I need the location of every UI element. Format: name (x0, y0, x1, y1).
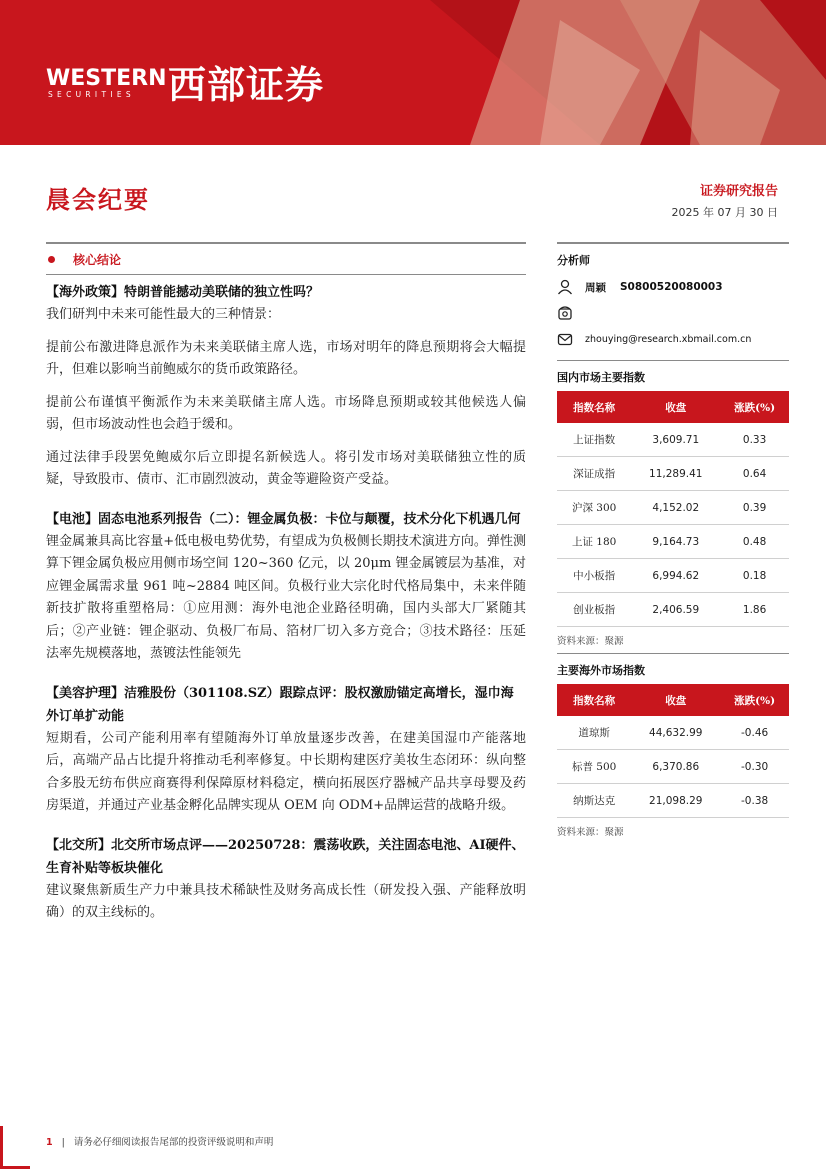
table-row (557, 593, 789, 627)
table-row (557, 491, 789, 525)
column-header: 指数名称 (557, 684, 631, 716)
phone-icon (557, 305, 573, 321)
table-row (557, 525, 789, 559)
table-row (557, 716, 789, 750)
index-name: 纳斯达克 (557, 784, 631, 818)
article-battery (46, 508, 526, 666)
article-title: 【北交所】北交所市场点评——20250728：震荡收跌，关注固态电池、AI硬件、生育补贴等板块催化 (46, 837, 525, 876)
index-change: 0.33 (720, 423, 789, 457)
article-title: 【美容护理】洁雅股份（301108.SZ）跟踪点评：股权激励锚定高增长，湿巾海外订单扩动能 (46, 685, 514, 724)
logo-chinese: 西部证券 (168, 63, 325, 107)
column-header: 涨跌(%) (720, 684, 789, 716)
column-header: 涨跌(%) (720, 391, 789, 423)
domestic-table-label: 国内市场主要指数 (557, 371, 645, 384)
index-change: 0.18 (720, 559, 789, 593)
main-content (46, 242, 526, 925)
index-close: 4,152.02 (631, 491, 720, 525)
analyst-phone-row (557, 300, 789, 326)
header-banner (0, 0, 826, 145)
page-number: 1 (46, 1137, 53, 1148)
logo-english: WESTERN (46, 66, 167, 91)
article-overseas-policy (46, 281, 526, 492)
report-type: 证券研究报告 (699, 184, 778, 199)
table-row (557, 784, 789, 818)
index-close: 9,164.73 (631, 525, 720, 559)
logo-english-sub: SECURITIES (48, 90, 135, 99)
article-paragraph: 提前公布谨慎平衡派作为未来美联储主席人选。市场降息预期或较其他候选人偏弱，但市场波动性也会趋于缓和。 (46, 394, 526, 432)
index-close: 6,370.86 (631, 750, 720, 784)
index-close: 11,289.41 (631, 457, 720, 491)
analyst-name-row (557, 274, 789, 300)
index-name: 深证成指 (557, 457, 631, 491)
index-change: -0.38 (720, 784, 789, 818)
index-name: 创业板指 (557, 593, 631, 627)
index-name: 上证 180 (557, 525, 631, 559)
corner-mark (0, 1126, 3, 1169)
person-icon (557, 279, 573, 295)
analyst-cert: S0800520080003 (620, 281, 723, 293)
article-title: 【海外政策】特朗普能撼动美联储的独立性吗？ (46, 285, 320, 300)
index-change: 0.39 (720, 491, 789, 525)
index-name: 中小板指 (557, 559, 631, 593)
index-name: 上证指数 (557, 423, 631, 457)
article-bse (46, 834, 526, 925)
column-header: 收盘 (631, 391, 720, 423)
email-icon (557, 331, 573, 347)
sidebar (557, 242, 789, 844)
report-date: 2025 年 07 月 30 日 (671, 206, 778, 219)
article-paragraph: 建议聚焦新质生产力中兼具技术稀缺性及财务高成长性（研发投入强、产能释放明确）的双主线标的。 (46, 882, 526, 920)
analyst-email-row (557, 326, 789, 352)
index-close: 3,609.71 (631, 423, 720, 457)
article-title: 【电池】固态电池系列报告（二）：锂金属负极：卡位与颠覆，技术分化下机遇几何 (46, 511, 521, 527)
index-name: 标普 500 (557, 750, 631, 784)
article-paragraph: 锂金属兼具高比容量+低电极电势优势，有望成为负极侧长期技术演进方向。弹性测算下锂金属负极应用侧市场空间 120~360 亿元，以 20μm 锂金属镀层为基准，对应锂金属需求量 961 吨~2884 吨区间。负极行业大宗化时代格局集中，未来伴随新技扩散将重塑格局：①应用测：海外电池企业路径明确，国内头部大厂紧随其后；②产业链：锂企驱动、负极厂布局、箔材厂切入多方竞合；③技术路径：压延法率先规模落地，蒸镀法性能领先 (46, 533, 526, 661)
index-close: 21,098.29 (631, 784, 720, 818)
column-header: 指数名称 (557, 391, 631, 423)
table-row (557, 750, 789, 784)
article-paragraph: 我们研判中未来可能性最大的三种情景： (46, 307, 281, 322)
overseas-table-label: 主要海外市场指数 (557, 664, 645, 677)
analyst-email[interactable]: zhouying@research.xbmail.com.cn (585, 333, 752, 345)
article-paragraph: 提前公布激进降息派作为未来美联储主席人选，市场对明年的降息预期将会大幅提升，但难以影响当前鲍威尔的货币政策路径。 (46, 339, 526, 377)
document-title: 晨会纪要 (46, 185, 150, 214)
divider (46, 274, 526, 275)
footer-disclaimer: 请务必仔细阅读报告尾部的投资评级说明和声明 (73, 1137, 274, 1148)
index-change: 1.86 (720, 593, 789, 627)
article-paragraph: 短期看，公司产能利用率有望随海外订单放量逐步改善，在建美国湿巾产能落地后，高端产品占比提升将推动毛利率修复。中长期构建医疗美妆生态闭环：纵向整合多股无纺布供应商赛得利保障原材料稳定，横向拓展医疗器械产品共享母婴及药房渠道，并通过产业基金孵化品牌实现从 OEM 向 ODM+品牌运营的战略升级。 (46, 730, 526, 813)
index-change: -0.30 (720, 750, 789, 784)
table-row (557, 423, 789, 457)
index-close: 2,406.59 (631, 593, 720, 627)
table-source: 资料来源：聚源 (557, 827, 624, 838)
domestic-index-table (557, 391, 789, 627)
bullet-icon (48, 256, 55, 263)
section-header (46, 244, 526, 274)
table-row (557, 457, 789, 491)
index-change: 0.64 (720, 457, 789, 491)
analyst-name: 周颖 (585, 281, 606, 294)
analyst-label: 分析师 (557, 254, 590, 267)
section-label: 核心结论 (73, 252, 122, 267)
index-name: 道琼斯 (557, 716, 631, 750)
article-paragraph: 通过法律手段罢免鲍威尔后立即提名新候选人。将引发市场对美联储独立性的质疑，导致股市、债市、汇市剧烈波动，黄金等避险资产受益。 (46, 449, 526, 487)
page-footer (46, 1134, 273, 1148)
index-close: 6,994.62 (631, 559, 720, 593)
column-header: 收盘 (631, 684, 720, 716)
table-source: 资料来源：聚源 (557, 636, 624, 647)
index-change: -0.46 (720, 716, 789, 750)
index-close: 44,632.99 (631, 716, 720, 750)
article-beauty-care (46, 682, 526, 818)
footer-separator: | (61, 1137, 65, 1148)
overseas-index-table (557, 684, 789, 818)
table-row (557, 559, 789, 593)
index-name: 沪深 300 (557, 491, 631, 525)
index-change: 0.48 (720, 525, 789, 559)
